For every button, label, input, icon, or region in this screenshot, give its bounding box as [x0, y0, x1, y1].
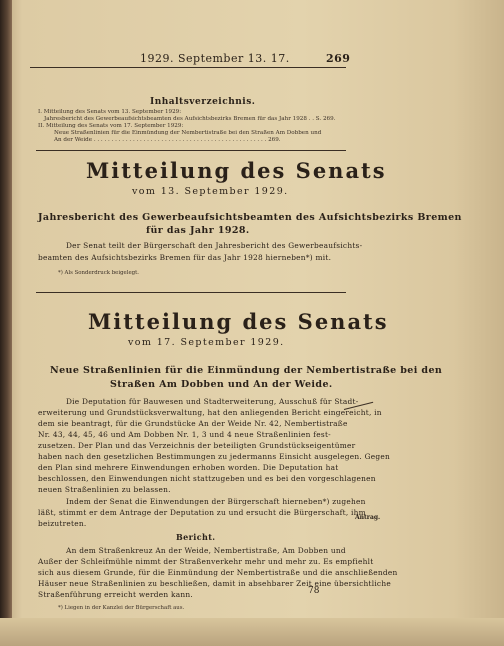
section2-body-line: erweiterung und Grundstücksverwaltung, hat den anliegenden Bericht eingereicht, in: [38, 408, 382, 417]
section2-body-line: beizutreten.: [38, 519, 87, 528]
toc-rule: [36, 150, 346, 151]
toc-title: Inhaltsverzeichnis.: [150, 97, 256, 107]
section2-title: Mitteilung des Senats: [88, 309, 389, 334]
margin-note: Antrag.: [355, 514, 381, 521]
section1-subject: für das Jahr 1928.: [146, 225, 250, 236]
header-rule: [30, 67, 346, 68]
section1-body-line: beamten des Aufsichtsbezirks Bremen für das Jahr 1928 hierneben*) mit.: [38, 253, 332, 262]
section2-body-line: Nr. 43, 44, 45, 46 und Am Dobben Nr. 1, 3 und 4 neue Straßenlinien fest-: [38, 430, 331, 439]
section1-date: vom 13. September 1929.: [132, 186, 289, 197]
report-line: Straßenführung erreicht werden kann.: [38, 590, 194, 599]
toc-line: II. Mitteilung des Senats vom 17. September 1929:: [38, 123, 184, 129]
section2-body-line: beschlossen, den Einwendungen nicht stattzugeben und es bei den vorgeschlagenen: [38, 474, 376, 483]
section2-body-line: Indem der Senat die Einwendungen der Bürgerschaft hierneben*) zugehen: [66, 497, 366, 506]
section2-subject: Neue Straßenlinien für die Einmündung der Nembertistraße bei den: [50, 365, 443, 376]
section2-body-line: Die Deputation für Bauwesen und Stadterweiterung, Ausschuß für Stadt-: [66, 397, 359, 406]
toc-line: Jahresbericht des Gewerbeaufsichtsbeamten des Aufsichtsbezirks Bremen für das Jahr 1928 . . S. 269.: [44, 116, 336, 122]
toc-line: An der Weide . . . . . . . . . . . . . . . . . . . . . . . . . . . . . . . . . . . . . . . . . . . . . . . . . 269.: [54, 137, 281, 143]
section-divider: [36, 292, 346, 293]
section1-title: Mitteilung des Senats: [86, 158, 387, 183]
section1-subject: Jahresbericht des Gewerbeaufsichtsbeamten des Aufsichtsbezirks Bremen: [38, 212, 462, 223]
header-page-number: 269: [326, 52, 351, 65]
report-line: An dem Straßenkreuz An der Weide, Nembertistraße, Am Dobben und: [66, 546, 346, 555]
toc-line: Neue Straßenlinien für die Einmündung der Nembertistraße bei den Straßen Am Dobben und: [54, 130, 322, 136]
report-line: Außer der Schleifmühle nimmt der Straßenverkehr mehr und mehr zu. Es empfiehlt: [38, 557, 374, 566]
section2-footnote: *) Liegen in der Kanzlei der Bürgerschaft aus.: [58, 605, 185, 611]
section2-body-line: haben nach den gesetzlichen Bestimmungen zu jedermanns Einsicht ausgelegen. Gegen: [38, 452, 390, 461]
section2-body-line: den Plan sind mehrere Einwendungen erhoben worden. Die Deputation hat: [38, 463, 339, 472]
section2-body-line: neuen Straßenlinien zu belassen.: [38, 485, 171, 494]
book-binding: [0, 0, 12, 646]
report-line: sich aus diesem Grunde, für die Einmündung der Nembertistraße und die anschließenden: [38, 568, 398, 577]
section2-body-line: dem sie beantragt, für die Grundstücke An der Weide Nr. 42, Nembertistraße: [38, 419, 348, 428]
page-bottom-edge: [0, 618, 504, 646]
section2-date: vom 17. September 1929.: [128, 337, 285, 348]
report-line: Häuser neue Straßenlinien zu beschließen, damit in absehbarer Zeit eine übersichtliche: [38, 579, 391, 588]
section1-body-line: Der Senat teilt der Bürgerschaft den Jahresbericht des Gewerbeaufsichts-: [66, 241, 363, 250]
section2-subject: Straßen Am Dobben und An der Weide.: [110, 379, 333, 390]
section1-footnote: *) Als Sonderdruck beigelegt.: [58, 270, 139, 276]
section2-body-line: zusetzen. Der Plan und das Verzeichnis der beteiligten Grundstückseigentümer: [38, 441, 356, 450]
toc-line: I. Mitteilung des Senats vom 13. September 1929:: [38, 109, 182, 115]
footer-page-number: 78: [308, 586, 320, 596]
header-year-date: 1929. September 13. 17.: [140, 52, 290, 65]
section2-body-line: läßt, stimmt er dem Antrage der Deputation zu und ersucht die Bürgerschaft, ihm: [38, 508, 366, 517]
report-heading: Bericht.: [176, 532, 216, 542]
